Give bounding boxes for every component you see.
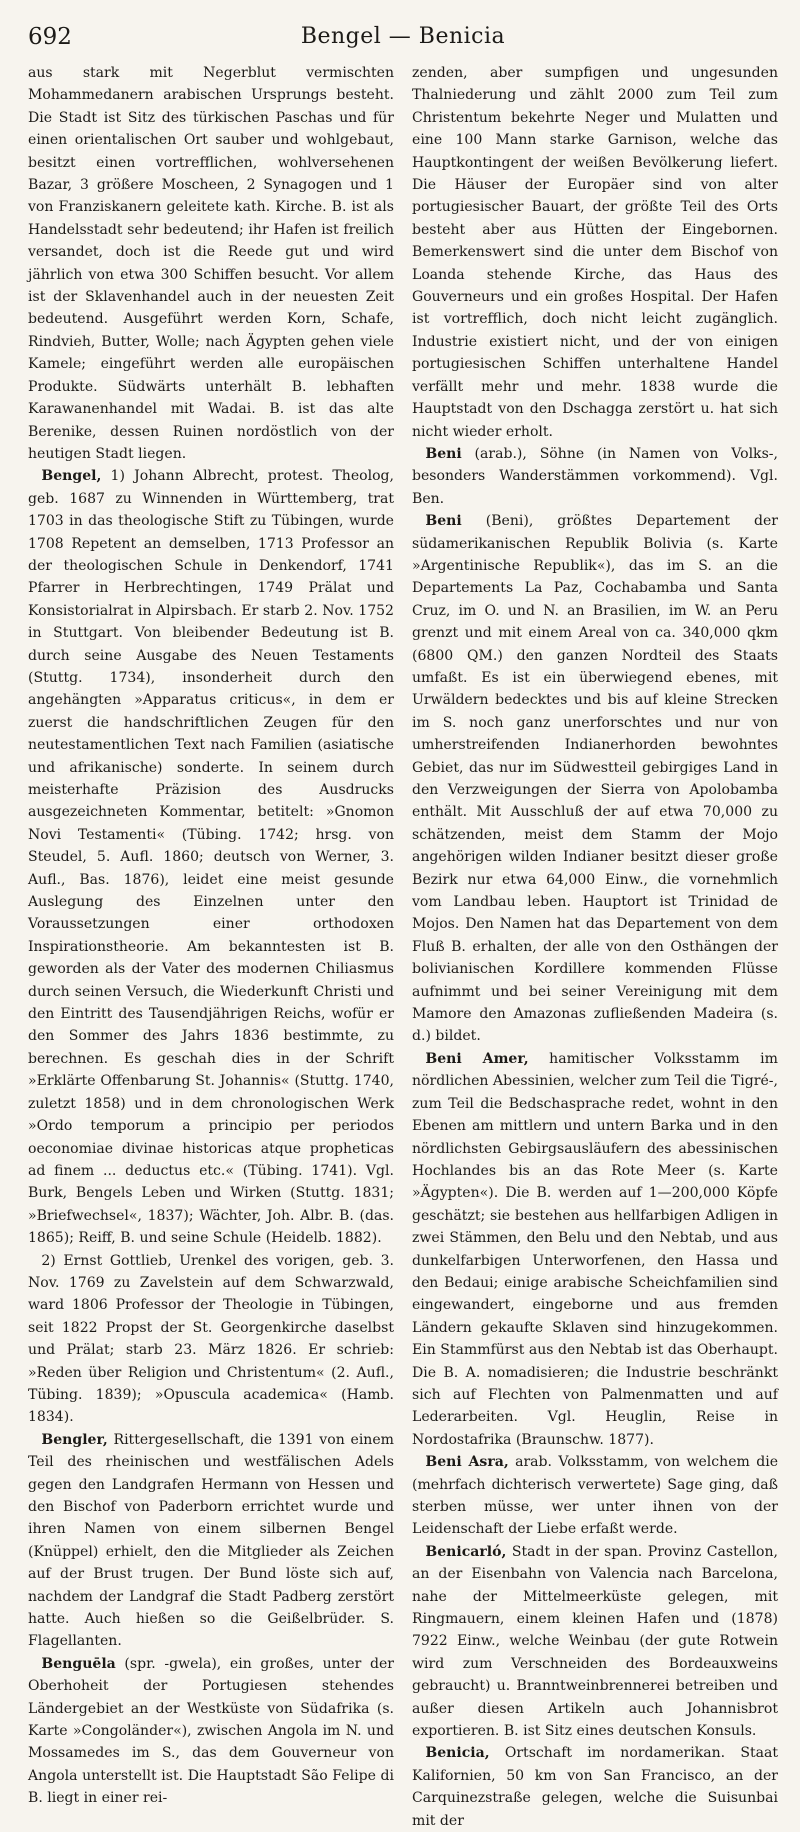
page-number: 692	[28, 24, 72, 50]
entry-headword: Bengler,	[41, 1431, 108, 1448]
text-columns	[28, 62, 778, 1832]
page-header	[28, 0, 778, 62]
entry-text: (arab.), Söhne (in Namen von Volks-, besonders Wanderstämmen vorkommend). Vgl. Ben.	[412, 445, 778, 507]
entry-bengel-2	[28, 1250, 394, 1429]
entry-headword: Benguēla	[41, 1655, 116, 1672]
entry-text: zenden, aber sumpfigen und ungesunden Thalniederung und zählt 2000 zum Teil zum Christentum bekehrte Neger und Mulatten und eine 100 Mann starke Garnison, welche das Hauptkontingent der weißen Bevölkerung liefert. Die Häuser der Europäer sind von alter portugiesischer Bauart, der größte Teil des Orts besteht aber aus Hütten der Eingebornen. Bemerkenswert sind die unter dem Bischof von Loanda stehende Kirche, das Haus des Gouverneurs und ein großes Hospital. Der Hafen ist vortrefflich, doch nicht leicht zugänglich. Industrie existiert nicht, und der von einigen portugiesischen Schiffen unterhaltene Handel verfällt mehr und mehr. 1838 wurde die Hauptstadt von den Dschagga zerstört u. hat sich nicht wieder erholt.	[412, 65, 778, 440]
entry-headword: Beni	[425, 513, 462, 530]
right-column	[412, 62, 778, 1832]
entry-text: 1) Johann Albrecht, protest. Theolog, geb. 1687 zu Winnenden in Württemberg, trat 1703 in das theologische Stift zu Tübingen, wurde 1708 Repetent an demselben, 1713 Professor an der theologischen Schule in Denkendorf, 1741 Pfarrer in Herbrechtingen, 1749 Prälat und Konsistorialrat in Alpirsbach. Er starb 2. Nov. 1752 in Stuttgart. Von bleibender Bedeutung ist B. durch seine Ausgabe des Neuen Testaments (Stuttg. 1734), insonderheit durch den angehängten »Apparatus criticus«, in dem er zuerst die handschriftlichen Zeugen für den neutestamentlichen Text nach Familien (asiatische und afrikanische) sonderte. In seinem durch meisterhafte Präzision des Ausdrucks ausgezeichneten Kommentar, betitelt: »Gnomon Novi Testamenti« (Tübing. 1742; hrsg. von Steudel, 5. Aufl. 1860; deutsch von Werner, 3. Aufl., Bas. 1876), leidet eine meist gesunde Auslegung des Einzelnen unter den Voraussetzungen einer orthodoxen Inspirationstheorie. Am bekanntesten ist B. geworden als der Vater des modernen Chiliasmus durch seinen Versuch, die Wiederkunft Christi und den Eintritt des Tausendjährigen Reichs, wofür er den Sommer des Jahrs 1836 bestimmte, zu berechnen. Es geschah dies in der Schrift »Erklärte Offenbarung St. Johannis« (Stuttg. 1740, zuletzt 1858) und in dem chronologischen Werk »Ordo temporum a principio per periodos oeconomiae divinae historicas atque propheticas ad finem ... deductus etc.« (Tübing. 1741). Vgl. Burk, Bengels Leben und Wirken (Stuttg. 1831; »Briefwechsel«, 1837); Wächter, Joh. Albr. B. (das. 1865); Reiff, B. und seine Schule (Heidelb. 1882).	[28, 468, 394, 1247]
entry-beni-asra	[412, 1451, 778, 1541]
running-head: Bengel — Benicia	[300, 24, 506, 49]
entry-text: aus stark mit Negerblut vermischten Mohammedanern arabischen Ursprungs besteht. Die Stadt ist Sitz des türkischen Paschas und für einen orientalischen Ort sauber und wohlgebaut, besitzt einen vortrefflichen, wohlversehenen Bazar, 3 größere Moscheen, 2 Synagogen und 1 von Franziskanern geleitete kath. Kirche. B. ist als Handelsstadt sehr bedeutend; ihr Hafen ist freilich versandet, doch ist die Reede gut und wird jährlich von etwa 300 Schiffen besucht. Vor allem ist der Sklavenhandel auch in der neuesten Zeit bedeutend. Ausgeführt werden Korn, Schafe, Rindvieh, Butter, Wolle; nach Ägypten gehen viele Kamele; eingeführt werden alle europäischen Produkte. Südwärts unterhält B. lebhaften Karawanenhandel mit Wadai. B. ist das alte Berenike, dessen Ruinen nordöstlich von der heutigen Stadt liegen.	[28, 65, 394, 462]
entry-text: Stadt in der span. Provinz Castellon, an der Eisenbahn von Valencia nach Barcelona, nahe der Mittelmeerküste gelegen, mit Ringmauern, einem kleinen Hafen und (1878) 7922 Einw., welche Weinbau (der gute Rotwein wird zum Verschneiden des Bordeauxweins gebraucht) u. Branntweinbrennerei betreiben und außer diesen Artikeln auch Johannisbrot exportieren. B. ist Sitz eines deutschen Konsuls.	[412, 1543, 778, 1740]
entry-benguela	[28, 1653, 394, 1810]
entry-text: Ortschaft im nordamerikan. Staat Kalifornien, 50 km von San Francisco, an der Carquinezstraße gelegen, welche die Suisunbai mit der	[412, 1745, 778, 1829]
entry-headword: Beni	[425, 445, 462, 462]
entry-bengler	[28, 1429, 394, 1653]
entry-text: hamitischer Volksstamm im nördlichen Abessinien, welcher zum Teil die Tigré-, zum Teil die Bedschasprache redet, wohnt in den Ebenen am mittlern und untern Barka und in den nördlichsten Gebirgsausläufern des abessinischen Hochlandes bis an das Rote Meer (s. Karte »Ägypten«). Die B. werden auf 1—200,000 Köpfe geschätzt; sie bestehen aus hellfarbigen Adligen in zwei Stämmen, den Belu und den Nebtab, und aus dunkelfarbigen Unterworfenen, den Hassa und den Bedaui; einige arabische Scheichfamilien sind eingewandert, eingeborne und aus fremden Ländern gekaufte Sklaven sind hinzugekommen. Ein Stammfürst aus den Nebtab ist das Oberhaupt. Die B. A. nomadisieren; die Industrie beschränkt sich auf Flechten von Palmenmatten und auf Lederarbeiten. Vgl. Heuglin, Reise in Nordostafrika (Braunschw. 1877).	[412, 1050, 778, 1448]
entry-text: 2) Ernst Gottlieb, Urenkel des vorigen, geb. 3. Nov. 1769 zu Zavelstein auf dem Schwarzwald, ward 1806 Professor der Theologie in Tübingen, seit 1822 Propst der St. Georgenkirche daselbst und Prälat; starb 23. März 1826. Er schrieb: »Reden über Religion und Christentum« (2. Aufl., Tübing. 1839); »Opuscula academica« (Hamb. 1834).	[28, 1252, 394, 1426]
entry-beni	[412, 443, 778, 510]
entry-beni-amer	[412, 1048, 778, 1451]
entry-benicarlo	[412, 1541, 778, 1743]
entry-headword: Benicarló,	[425, 1543, 507, 1560]
entry-continuation	[412, 62, 778, 443]
entry-text: arab. Volksstamm, von welchem die (mehrfach dichterisch verwertete) Sage ging, daß sterben müsse, wer unter ihnen von der Leidenschaft der Liebe erfaßt werde.	[412, 1454, 779, 1538]
entry-continuation	[28, 62, 394, 465]
entry-text: Rittergesellschaft, die 1391 von einem Teil des rheinischen und westfälischen Adels gegen den Landgrafen Hermann von Hessen und den Bischof von Paderborn errichtet wurde und ihren Namen von einem silbernen Bengel (Knüppel) erhielt, den die Mitglieder als Zeichen auf der Brust trugen. Der Bund löste sich auf, nachdem der Landgraf die Stadt Padberg zerstört hatte. Auch hießen so die Geißelbrüder. S. Flagellanten.	[28, 1431, 394, 1650]
entry-beni-departement	[412, 510, 778, 1048]
entry-headword: Benicia,	[425, 1745, 490, 1762]
entry-headword: Bengel,	[41, 468, 102, 485]
entry-headword: Beni Asra,	[425, 1454, 509, 1471]
entry-text: (Beni), größtes Departement der südamerikanischen Republik Bolivia (s. Karte »Argentinische Republik«), das im S. an die Departements La Paz, Cochabamba und Santa Cruz, im O. und N. an Brasilien, im W. an Peru grenzt und mit einem Areal von ca. 340,000 qkm (6800 QM.) den ganzen Nordteil des Staats umfaßt. Es ist ein überwiegend ebenes, mit Urwäldern bedecktes und bis auf kleine Strecken im S. noch ganz unerforschtes und nur von umherstreifenden Indianerhorden bewohntes Gebiet, das nur im Südwestteil gebirgiges Land in den Verzweigungen der Sierra von Apolobamba enthält. Mit Ausschluß der auf etwa 70,000 zu schätzenden, meist dem Stamm der Mojo angehörigen wilden Indianer besitzt dieser große Bezirk nur etwa 64,000 Einw., die vornehmlich vom Landbau leben. Hauptort ist Trinidad de Mojos. Den Namen hat das Departement von dem Fluß B. erhalten, der alle von den Osthängen der bolivianischen Kordillere kommenden Flüsse aufnimmt und bei seiner Vereinigung mit dem Mamore den Amazonas zufließenden Madeira (s. d.) bildet.	[412, 513, 778, 1045]
entry-benicia	[412, 1742, 778, 1832]
entry-headword: Beni Amer,	[425, 1050, 529, 1067]
entry-text: (spr. -gwela), ein großes, unter der Oberhoheit der Portugiesen stehendes Ländergebiet an der Westküste von Südafrika (s. Karte »Congoländer«), zwischen Angola im N. und Mossamedes im S., das dem Gouverneur von Angola unterstellt ist. Die Hauptstadt São Felipe di B. liegt in einer rei-	[28, 1655, 394, 1807]
entry-bengel	[28, 465, 394, 1249]
left-column	[28, 62, 394, 1832]
